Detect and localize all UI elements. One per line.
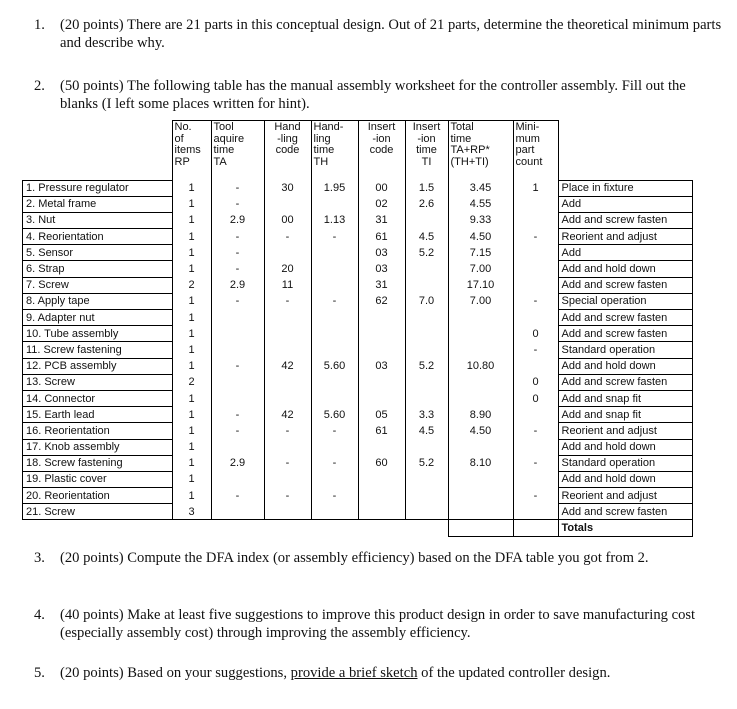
sketch-instruction: provide a brief sketch — [290, 665, 418, 681]
cell-mp: - — [513, 229, 558, 245]
cell-ic: 61 — [358, 229, 405, 245]
cell-ti — [405, 374, 448, 390]
question-number: 5. — [34, 665, 45, 681]
cell-th — [311, 504, 358, 520]
question-text-pre: (20 points) Based on your suggestions, — [60, 665, 291, 681]
cell-mp: - — [513, 455, 558, 471]
cell-mp — [513, 310, 558, 326]
cell-tt: 4.50 — [448, 423, 513, 439]
cell-tt: 4.55 — [448, 196, 513, 212]
cell-rp: 1 — [172, 471, 211, 487]
cell-tt — [448, 390, 513, 406]
question-number: 2. — [34, 78, 45, 94]
cell-th — [311, 390, 358, 406]
cell-ta: - — [211, 488, 264, 504]
cell-ta — [211, 374, 264, 390]
cell-hc: 30 — [264, 180, 311, 196]
table-row — [23, 374, 693, 390]
cell-ic — [358, 504, 405, 520]
cell-ti — [405, 488, 448, 504]
cell-part: 10. Tube assembly — [23, 326, 173, 342]
cell-rem: Add and hold down — [558, 261, 693, 277]
totals-row — [23, 520, 693, 536]
cell-rp: 1 — [172, 326, 211, 342]
cell-rem: Reorient and adjust — [558, 488, 693, 504]
totals-total-time — [448, 520, 513, 536]
cell-tt: 7.00 — [448, 293, 513, 309]
cell-tt — [448, 310, 513, 326]
cell-hc — [264, 310, 311, 326]
cell-hc — [264, 326, 311, 342]
cell-tt: 7.15 — [448, 245, 513, 261]
cell-ic: 03 — [358, 261, 405, 277]
cell-ta — [211, 471, 264, 487]
table-row — [23, 488, 693, 504]
cell-ic: 00 — [358, 180, 405, 196]
cell-th: 5.60 — [311, 407, 358, 423]
cell-hc — [264, 504, 311, 520]
header-ti: Insert -ion time TI — [405, 121, 448, 181]
cell-ti — [405, 261, 448, 277]
cell-rp: 1 — [172, 455, 211, 471]
cell-hc: - — [264, 423, 311, 439]
cell-ta — [211, 342, 264, 358]
cell-tt: 10.80 — [448, 358, 513, 374]
totals-min-parts — [513, 520, 558, 536]
cell-part: 9. Adapter nut — [23, 310, 173, 326]
cell-mp — [513, 277, 558, 293]
cell-tt: 17.10 — [448, 277, 513, 293]
cell-hc: 00 — [264, 212, 311, 228]
table-header-row — [23, 121, 693, 181]
cell-tt: 3.45 — [448, 180, 513, 196]
cell-th — [311, 342, 358, 358]
cell-mp: 0 — [513, 390, 558, 406]
cell-rem: Special operation — [558, 293, 693, 309]
cell-hc — [264, 342, 311, 358]
cell-mp — [513, 196, 558, 212]
cell-ta: - — [211, 180, 264, 196]
cell-th: - — [311, 455, 358, 471]
cell-ta: - — [211, 423, 264, 439]
cell-ti: 1.5 — [405, 180, 448, 196]
table-row — [23, 358, 693, 374]
cell-rp: 1 — [172, 196, 211, 212]
question-number: 3. — [34, 550, 45, 566]
cell-th: 1.13 — [311, 212, 358, 228]
cell-ic: 03 — [358, 358, 405, 374]
cell-tt — [448, 488, 513, 504]
cell-hc — [264, 471, 311, 487]
cell-part: 7. Screw — [23, 277, 173, 293]
cell-rem: Add and screw fasten — [558, 504, 693, 520]
cell-part: 12. PCB assembly — [23, 358, 173, 374]
cell-mp — [513, 504, 558, 520]
cell-rem: Place in fixture — [558, 180, 693, 196]
cell-hc: 20 — [264, 261, 311, 277]
cell-th — [311, 261, 358, 277]
cell-ic: 03 — [358, 245, 405, 261]
cell-ic — [358, 439, 405, 455]
cell-th — [311, 245, 358, 261]
cell-mp: - — [513, 488, 558, 504]
cell-ic: 62 — [358, 293, 405, 309]
cell-ti — [405, 277, 448, 293]
cell-ta: - — [211, 261, 264, 277]
table-row — [23, 407, 693, 423]
cell-rem: Add — [558, 245, 693, 261]
cell-ti — [405, 212, 448, 228]
cell-rp: 1 — [172, 488, 211, 504]
cell-ti — [405, 439, 448, 455]
cell-th — [311, 310, 358, 326]
table-row — [23, 390, 693, 406]
cell-tt: 4.50 — [448, 229, 513, 245]
cell-rp: 1 — [172, 358, 211, 374]
cell-part: 5. Sensor — [23, 245, 173, 261]
cell-ti — [405, 504, 448, 520]
cell-tt: 9.33 — [448, 212, 513, 228]
cell-th — [311, 326, 358, 342]
header-mp: Mini- mum part count — [513, 121, 558, 181]
cell-hc: 11 — [264, 277, 311, 293]
cell-rem: Add and hold down — [558, 439, 693, 455]
cell-part: 6. Strap — [23, 261, 173, 277]
cell-ic — [358, 488, 405, 504]
cell-rp: 1 — [172, 310, 211, 326]
cell-ic: 02 — [358, 196, 405, 212]
cell-ta: 2.9 — [211, 277, 264, 293]
cell-part: 16. Reorientation — [23, 423, 173, 439]
cell-rp: 1 — [172, 261, 211, 277]
table-row — [23, 342, 693, 358]
cell-mp — [513, 358, 558, 374]
cell-part: 19. Plastic cover — [23, 471, 173, 487]
cell-hc: - — [264, 229, 311, 245]
cell-ic: 31 — [358, 212, 405, 228]
cell-ti — [405, 342, 448, 358]
question-text-post: of the updated controller design. — [417, 665, 611, 681]
cell-mp — [513, 261, 558, 277]
cell-part: 3. Nut — [23, 212, 173, 228]
question-text: (20 points) Compute the DFA index (or assembly efficiency) based on the DFA table you got from 2. — [60, 550, 649, 566]
cell-part: 18. Screw fastening — [23, 455, 173, 471]
cell-part: 14. Connector — [23, 390, 173, 406]
question-text: (20 points) There are 21 parts in this conceptual design. Out of 21 parts, determine the theoretical minimum parts and describe why. — [60, 17, 722, 51]
table-row — [23, 455, 693, 471]
cell-rem: Standard operation — [558, 455, 693, 471]
cell-tt — [448, 471, 513, 487]
cell-mp: 0 — [513, 326, 558, 342]
table-row — [23, 439, 693, 455]
cell-ti — [405, 310, 448, 326]
question-number: 4. — [34, 607, 45, 623]
cell-ic — [358, 390, 405, 406]
cell-rem: Add and screw fasten — [558, 277, 693, 293]
cell-part: 11. Screw fastening — [23, 342, 173, 358]
cell-hc: - — [264, 455, 311, 471]
table-row — [23, 212, 693, 228]
table-row — [23, 471, 693, 487]
cell-rem: Reorient and adjust — [558, 229, 693, 245]
cell-ti: 4.5 — [405, 229, 448, 245]
cell-th: - — [311, 293, 358, 309]
table-row — [23, 196, 693, 212]
cell-ic — [358, 310, 405, 326]
cell-ti: 5.2 — [405, 455, 448, 471]
table-row — [23, 310, 693, 326]
cell-rp: 1 — [172, 245, 211, 261]
cell-rem: Add and screw fasten — [558, 310, 693, 326]
cell-ic: 61 — [358, 423, 405, 439]
cell-part: 8. Apply tape — [23, 293, 173, 309]
cell-ta: - — [211, 293, 264, 309]
cell-ti: 4.5 — [405, 423, 448, 439]
table-row — [23, 180, 693, 196]
cell-mp — [513, 439, 558, 455]
cell-mp: - — [513, 342, 558, 358]
cell-mp — [513, 212, 558, 228]
cell-ti — [405, 326, 448, 342]
cell-hc — [264, 196, 311, 212]
cell-ta: - — [211, 196, 264, 212]
cell-rp: 1 — [172, 229, 211, 245]
cell-mp: - — [513, 293, 558, 309]
cell-rp: 1 — [172, 180, 211, 196]
cell-mp: 1 — [513, 180, 558, 196]
cell-ic — [358, 374, 405, 390]
cell-rp: 1 — [172, 407, 211, 423]
cell-hc: 42 — [264, 358, 311, 374]
header-hc: Hand -ling code — [264, 121, 311, 181]
cell-ta — [211, 504, 264, 520]
cell-ic: 05 — [358, 407, 405, 423]
cell-mp — [513, 245, 558, 261]
cell-part: 1. Pressure regulator — [23, 180, 173, 196]
header-ta: Tool aquire time TA — [211, 121, 264, 181]
cell-part: 17. Knob assembly — [23, 439, 173, 455]
cell-mp: 0 — [513, 374, 558, 390]
cell-ta: 2.9 — [211, 455, 264, 471]
cell-mp: - — [513, 423, 558, 439]
cell-ti — [405, 471, 448, 487]
cell-ti: 3.3 — [405, 407, 448, 423]
cell-ta — [211, 310, 264, 326]
cell-rem: Add and screw fasten — [558, 212, 693, 228]
cell-mp — [513, 407, 558, 423]
cell-part: 4. Reorientation — [23, 229, 173, 245]
header-blank — [23, 121, 173, 181]
question-text: (40 points) Make at least five suggestions to improve this product design in order to save manufacturing cost (especially assembly cost) through improving the assembly efficiency. — [60, 607, 696, 641]
cell-ta: 2.9 — [211, 212, 264, 228]
cell-hc: 42 — [264, 407, 311, 423]
cell-ic — [358, 326, 405, 342]
cell-rp: 2 — [172, 374, 211, 390]
cell-tt: 8.90 — [448, 407, 513, 423]
cell-th — [311, 196, 358, 212]
cell-th: - — [311, 488, 358, 504]
question-number: 1. — [34, 17, 45, 33]
cell-hc — [264, 439, 311, 455]
cell-rem: Standard operation — [558, 342, 693, 358]
cell-ta: - — [211, 229, 264, 245]
cell-th: - — [311, 229, 358, 245]
header-tt: Total time TA+RP* (TH+TI) — [448, 121, 513, 181]
cell-th — [311, 471, 358, 487]
cell-rem: Add and screw fasten — [558, 374, 693, 390]
cell-tt: 7.00 — [448, 261, 513, 277]
dfa-worksheet-table — [22, 120, 693, 537]
cell-rp: 1 — [172, 423, 211, 439]
cell-ta: - — [211, 245, 264, 261]
cell-rp: 1 — [172, 439, 211, 455]
cell-ta — [211, 390, 264, 406]
cell-part: 20. Reorientation — [23, 488, 173, 504]
table-row — [23, 277, 693, 293]
cell-hc — [264, 374, 311, 390]
cell-part: 15. Earth lead — [23, 407, 173, 423]
cell-hc: - — [264, 293, 311, 309]
table-row — [23, 423, 693, 439]
cell-hc — [264, 390, 311, 406]
header-rp: No. of items RP — [172, 121, 211, 181]
cell-part: 2. Metal frame — [23, 196, 173, 212]
cell-tt — [448, 439, 513, 455]
cell-rp: 1 — [172, 293, 211, 309]
cell-th — [311, 439, 358, 455]
cell-ti: 7.0 — [405, 293, 448, 309]
cell-ta: - — [211, 358, 264, 374]
cell-rem: Reorient and adjust — [558, 423, 693, 439]
cell-part: 13. Screw — [23, 374, 173, 390]
cell-rp: 2 — [172, 277, 211, 293]
table-row — [23, 245, 693, 261]
cell-th: - — [311, 423, 358, 439]
totals-label: Totals — [558, 520, 693, 536]
cell-rem: Add and screw fasten — [558, 326, 693, 342]
question-text — [60, 664, 724, 682]
cell-ic: 60 — [358, 455, 405, 471]
cell-ic — [358, 471, 405, 487]
totals-spacer — [23, 520, 449, 536]
table-row — [23, 261, 693, 277]
cell-th — [311, 277, 358, 293]
table-row — [23, 504, 693, 520]
table-row — [23, 229, 693, 245]
cell-ic — [358, 342, 405, 358]
cell-rp: 1 — [172, 342, 211, 358]
cell-ta — [211, 326, 264, 342]
cell-tt — [448, 326, 513, 342]
cell-ic: 31 — [358, 277, 405, 293]
cell-rp: 1 — [172, 390, 211, 406]
cell-part: 21. Screw — [23, 504, 173, 520]
cell-th — [311, 374, 358, 390]
cell-ti: 2.6 — [405, 196, 448, 212]
cell-th: 5.60 — [311, 358, 358, 374]
cell-ti: 5.2 — [405, 245, 448, 261]
cell-ti: 5.2 — [405, 358, 448, 374]
cell-rem: Add and snap fit — [558, 390, 693, 406]
cell-rem: Add and hold down — [558, 358, 693, 374]
cell-hc — [264, 245, 311, 261]
cell-ta — [211, 439, 264, 455]
cell-ta: - — [211, 407, 264, 423]
header-ic: Insert -ion code — [358, 121, 405, 181]
cell-rem: Add — [558, 196, 693, 212]
cell-rp: 1 — [172, 212, 211, 228]
cell-tt: 8.10 — [448, 455, 513, 471]
cell-hc: - — [264, 488, 311, 504]
cell-tt — [448, 342, 513, 358]
cell-rp: 3 — [172, 504, 211, 520]
cell-ti — [405, 390, 448, 406]
cell-tt — [448, 374, 513, 390]
table-row — [23, 326, 693, 342]
header-th: Hand- ling time TH — [311, 121, 358, 181]
cell-rem: Add and snap fit — [558, 407, 693, 423]
cell-mp — [513, 471, 558, 487]
header-remarks-blank — [558, 121, 693, 181]
cell-tt — [448, 504, 513, 520]
cell-rem: Add and hold down — [558, 471, 693, 487]
table-row — [23, 293, 693, 309]
cell-th: 1.95 — [311, 180, 358, 196]
question-text: (50 points) The following table has the manual assembly worksheet for the controller assembly. Fill out the blanks (I left some places written for hint). — [60, 78, 686, 112]
